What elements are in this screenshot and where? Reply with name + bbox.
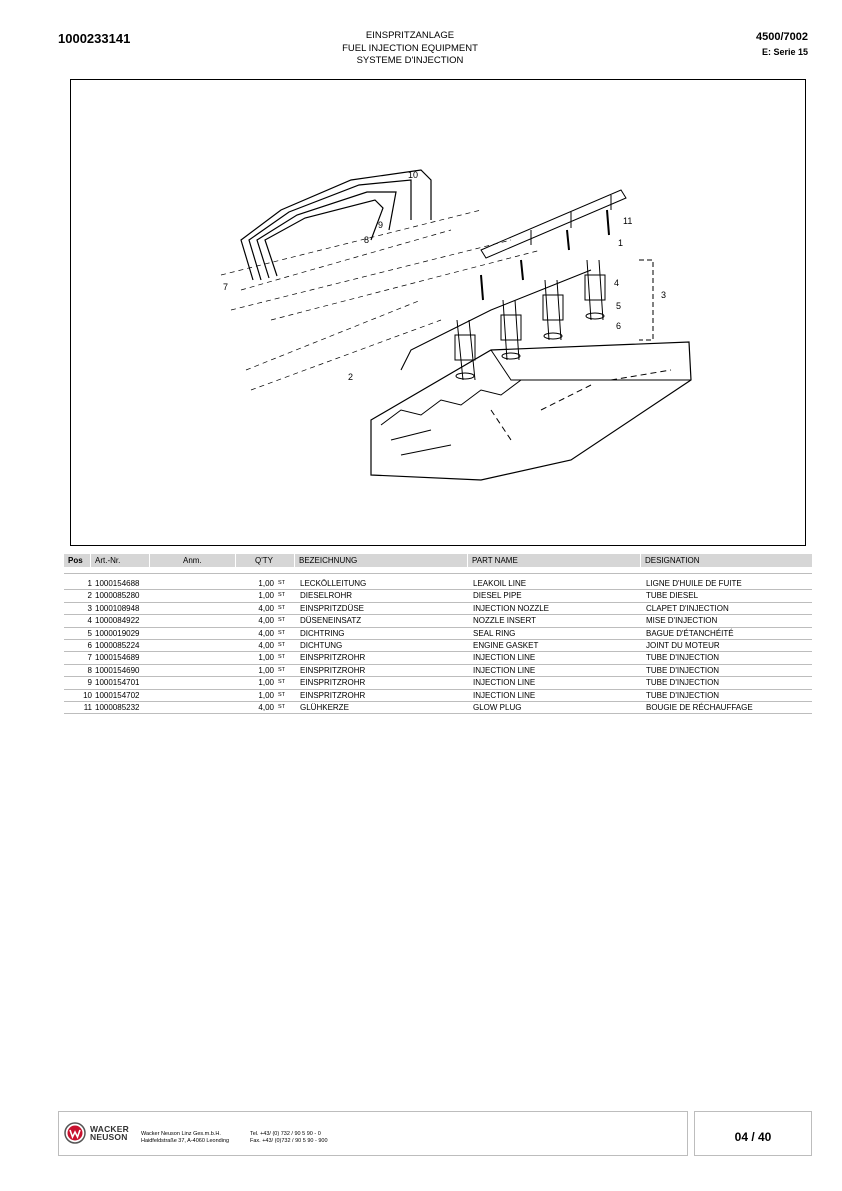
injection-lines	[241, 170, 431, 280]
cell-art: 1000154688	[95, 579, 140, 588]
col-designation: DESIGNATION	[641, 554, 812, 567]
cell-pos: 3	[87, 603, 92, 613]
cell-unit: ST	[278, 666, 286, 673]
cell-qty: 4,00	[258, 603, 274, 613]
fuel-injection-illustration	[71, 80, 807, 547]
cell-des: BOUGIE DE RÉCHAUFFAGE	[646, 702, 753, 712]
cell-pos: 1	[87, 579, 92, 588]
callout-1: 1	[618, 238, 624, 248]
cell-unit: ST	[278, 703, 286, 710]
cell-art: 1000085280	[95, 591, 140, 601]
table-row	[64, 578, 812, 590]
cell-pos: 11	[83, 702, 92, 712]
table-row	[64, 628, 812, 640]
cell-pos: 7	[87, 653, 92, 663]
title-english: FUEL INJECTION EQUIPMENT	[342, 42, 478, 54]
cell-part: INJECTION LINE	[473, 690, 536, 700]
table-row	[64, 702, 812, 714]
callout-9: 9	[378, 220, 384, 230]
cell-pos: 6	[87, 640, 92, 650]
model-info	[756, 31, 808, 57]
callout-8: 8	[364, 235, 370, 245]
cell-bez: EINSPRITZROHR	[300, 678, 366, 688]
cell-bez: EINSPRITZDÜSE	[300, 603, 365, 613]
col-part-name: PART NAME	[468, 554, 640, 567]
page-number: 04 / 40	[694, 1111, 812, 1156]
company-address	[141, 1131, 229, 1145]
callout-7: 7	[223, 282, 229, 292]
cell-art: 1000108948	[95, 603, 140, 613]
cell-qty: 1,00	[258, 591, 274, 601]
cell-art: 1000085224	[95, 640, 140, 650]
injector-group	[455, 260, 605, 380]
cell-bez: DIESELROHR	[300, 591, 353, 601]
contact-info	[250, 1131, 328, 1145]
cell-des: BAGUE D'ÉTANCHÉITÉ	[646, 628, 734, 638]
table-row	[64, 665, 812, 677]
cell-qty: 1,00	[258, 653, 274, 663]
callout-10: 10	[408, 170, 419, 180]
cell-qty: 1,00	[258, 690, 274, 700]
cell-part: INJECTION LINE	[473, 678, 536, 688]
telephone: Tel. +43/ (0) 732 / 90 5 90 - 0	[250, 1131, 321, 1137]
cell-unit: ST	[278, 641, 286, 648]
cell-unit: ST	[278, 617, 286, 624]
table-row	[64, 640, 812, 652]
cell-part: SEAL RING	[473, 628, 516, 638]
cell-unit: ST	[278, 580, 286, 586]
col-bezeichnung: BEZEICHNUNG	[295, 554, 467, 567]
cell-pos: 8	[87, 665, 92, 675]
exploded-view-drawing	[70, 79, 806, 546]
cell-des: TUBE DIESEL	[646, 591, 699, 601]
cell-part: INJECTION LINE	[473, 665, 536, 675]
callout-3: 3	[661, 290, 667, 300]
cell-qty: 4,00	[258, 702, 274, 712]
callout-11: 11	[623, 216, 633, 226]
parts-table	[64, 578, 812, 714]
company-name: Wacker Neuson Linz Ges.m.b.H.	[141, 1131, 221, 1137]
table-row	[64, 652, 812, 664]
cell-part: INJECTION LINE	[473, 653, 536, 663]
cell-pos: 4	[87, 616, 92, 626]
table-row	[64, 603, 812, 615]
cell-unit: ST	[278, 654, 286, 661]
cell-art: 1000154701	[95, 678, 140, 688]
cell-pos: 5	[87, 628, 92, 638]
table-row	[64, 677, 812, 689]
cell-unit: ST	[278, 629, 286, 636]
cell-qty: 1,00	[258, 678, 274, 688]
cell-des: CLAPET D'INJECTION	[646, 603, 729, 613]
table-row	[64, 690, 812, 702]
table-header	[64, 554, 812, 567]
table-row	[64, 615, 812, 627]
cell-des: TUBE D'INJECTION	[646, 690, 720, 700]
brand-name	[90, 1125, 129, 1141]
cell-qty: 1,00	[258, 665, 274, 675]
brand-line-1: WACKER	[90, 1124, 129, 1134]
cell-unit: ST	[278, 592, 286, 599]
cell-part: NOZZLE INSERT	[473, 616, 536, 626]
col-pos: Pos	[64, 554, 90, 567]
cell-pos: 2	[87, 591, 92, 601]
cell-part: GLOW PLUG	[473, 702, 522, 712]
company-street: Haidfeldstraße 37, A-4060 Leonding	[141, 1138, 230, 1144]
cell-art: 1000019029	[95, 628, 140, 638]
cell-art: 1000084922	[95, 616, 140, 626]
cell-bez: DICHTRING	[300, 628, 345, 638]
fax: Fax. +43/ (0)732 / 90 5 90 - 900	[250, 1138, 328, 1144]
callout-4: 4	[614, 278, 620, 288]
table-divider	[64, 573, 812, 574]
cell-bez: EINSPRITZROHR	[300, 690, 366, 700]
cell-part: DIESEL PIPE	[473, 591, 522, 601]
cell-des: TUBE D'INJECTION	[646, 653, 720, 663]
cell-bez: GLÜHKERZE	[300, 702, 349, 712]
document-number: 1000233141	[58, 31, 131, 46]
callout-2: 2	[348, 372, 354, 382]
col-art: Art.-Nr.	[91, 554, 149, 567]
model-number: 4500/7002	[756, 31, 808, 43]
col-qty: Q'TY	[236, 554, 294, 567]
page-title	[260, 30, 560, 68]
callout-labels	[223, 170, 666, 382]
cell-art: 1000154690	[95, 665, 140, 675]
cell-art: 1000154689	[95, 653, 140, 663]
cell-qty: 4,00	[258, 628, 274, 638]
callout-6: 6	[616, 321, 622, 331]
cell-des: MISE D'INJECTION	[646, 616, 718, 626]
cell-bez: DÜSENEINSATZ	[300, 616, 362, 626]
brand-line-2: NEUSON	[90, 1132, 128, 1142]
cell-pos: 9	[87, 678, 92, 688]
cell-bez: EINSPRITZROHR	[300, 665, 366, 675]
callout-5: 5	[616, 301, 622, 311]
wacker-neuson-logo-icon	[64, 1122, 86, 1144]
cell-pos: 10	[83, 690, 92, 700]
table-row	[64, 590, 812, 602]
footer	[58, 1111, 688, 1156]
cell-art: 1000085232	[95, 702, 140, 712]
cell-qty: 4,00	[258, 640, 274, 650]
cell-bez: EINSPRITZROHR	[300, 653, 366, 663]
series-label: E: Serie 15	[761, 47, 808, 57]
title-german: EINSPRITZANLAGE	[365, 30, 455, 41]
cell-qty: 1,00	[258, 579, 274, 588]
cell-part: LEAKOIL LINE	[473, 579, 527, 588]
title-french: SYSTEME D'INJECTION	[356, 55, 464, 66]
cell-qty: 4,00	[258, 616, 274, 626]
cell-unit: ST	[278, 679, 286, 686]
col-anm: Anm.	[150, 554, 235, 567]
cell-des: TUBE D'INJECTION	[646, 678, 720, 688]
cell-art: 1000154702	[95, 690, 140, 700]
cell-unit: ST	[278, 604, 286, 611]
cell-bez: LECKÖLLEITUNG	[300, 579, 367, 588]
cell-des: LIGNE D'HUILE DE FUITE	[646, 579, 742, 588]
cell-des: TUBE D'INJECTION	[646, 665, 720, 675]
cell-bez: DICHTUNG	[300, 640, 343, 650]
cell-part: ENGINE GASKET	[473, 640, 539, 650]
cell-part: INJECTION NOZZLE	[473, 603, 550, 613]
cell-des: JOINT DU MOTEUR	[646, 640, 720, 650]
cell-unit: ST	[278, 691, 286, 698]
